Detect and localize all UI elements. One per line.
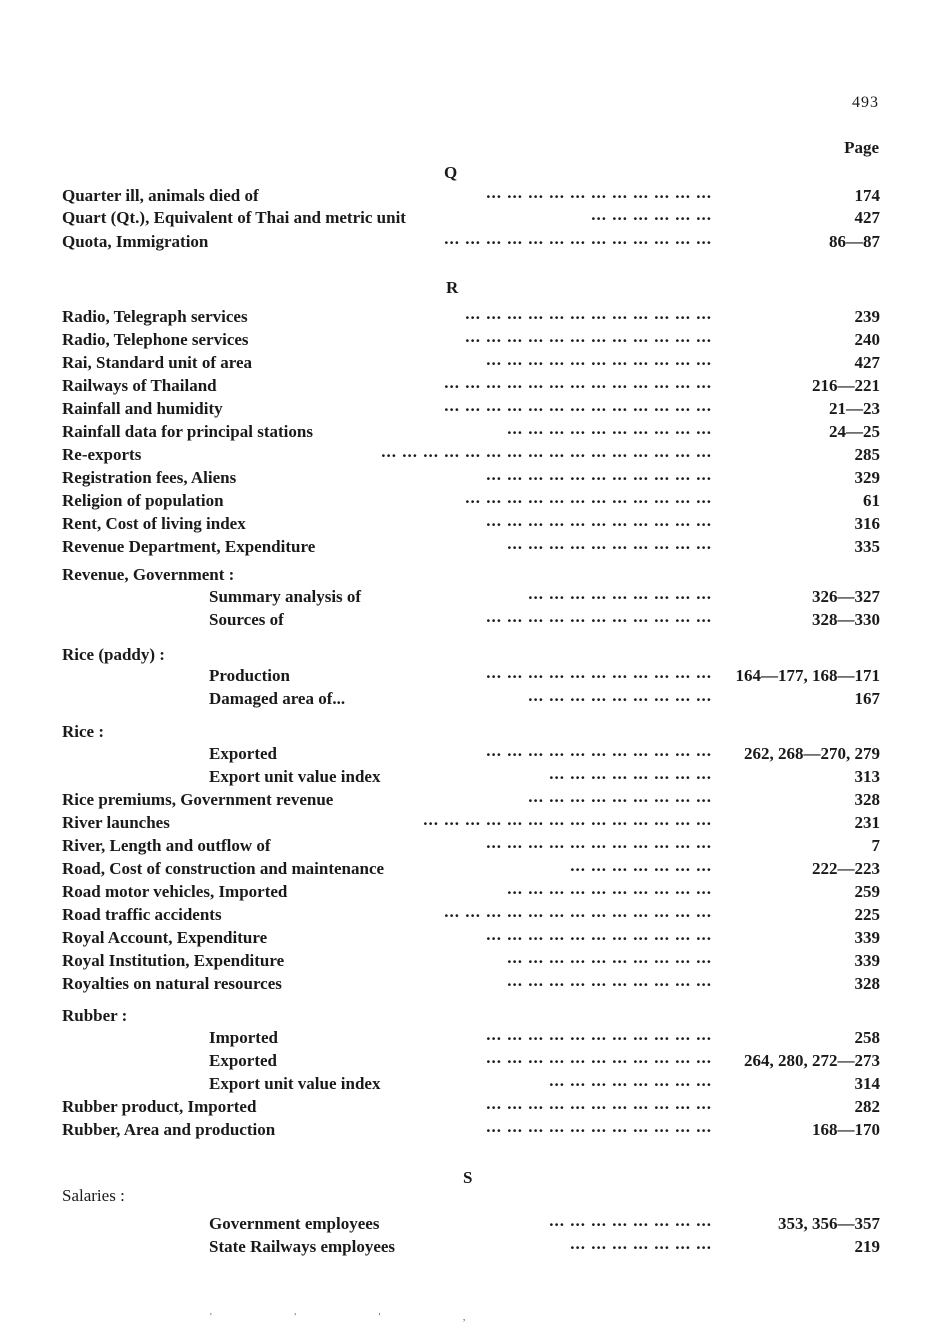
index-entry	[62, 373, 880, 398]
index-entry-pages: 326—327	[812, 587, 880, 606]
dot-leader: ... ... ... ... ... ... ... ... ...	[528, 686, 712, 705]
index-entry-label: State Railways employees	[209, 1237, 396, 1256]
index-entry	[62, 663, 880, 688]
index-entry	[62, 607, 880, 632]
dot-leader: ... ... ... ... ... ... ... ... ... ... ...	[486, 607, 712, 626]
index-entry	[62, 787, 880, 812]
section-letter-q: Q	[444, 163, 458, 182]
index-entry-pages: 427	[854, 353, 880, 372]
index-entry-pages: 174	[854, 186, 880, 205]
index-entry-pages: 262, 268—270, 279	[744, 744, 880, 763]
dot-leader: ... ... ... ... ... ... ... ... ... ... ... ... ...	[444, 373, 712, 392]
index-entry-label: Export unit value index	[209, 767, 381, 786]
dot-leader: ... ... ... ... ... ... ... ...	[549, 1211, 712, 1230]
index-entry	[62, 902, 880, 927]
index-entry-label: Exported	[209, 744, 277, 763]
index-entry-pages: 427	[854, 208, 880, 227]
index-entry-label: Road, Cost of construction and maintenance	[62, 859, 385, 878]
dot-leader: ... ... ... ... ... ... ...	[570, 856, 712, 875]
page-column-heading: Page	[844, 138, 879, 157]
index-entry-label: Rent, Cost of living index	[62, 514, 246, 533]
dot-leader: ... ... ... ... ... ... ... ... ... ... ... ...	[465, 304, 712, 323]
index-entry-pages: 7	[871, 836, 880, 855]
index-entry	[62, 1117, 880, 1142]
dot-leader: ... ... ... ... ... ... ... ...	[549, 1071, 712, 1090]
index-entry	[62, 183, 880, 208]
index-entry-pages: 316	[854, 514, 880, 533]
index-entry-pages: 239	[854, 307, 880, 326]
index-entry-pages: 222—223	[812, 859, 880, 878]
index-group-heading: Revenue, Government :	[62, 565, 235, 584]
scan-specks: ' ' ' ,	[210, 1312, 506, 1323]
index-entry	[62, 465, 880, 490]
index-entry	[62, 1025, 880, 1050]
index-entry	[62, 205, 880, 230]
dot-leader: ... ... ... ... ... ... ... ... ... ... ...	[486, 1094, 712, 1113]
index-entry-label: Royal Institution, Expenditure	[62, 951, 285, 970]
index-entry	[62, 686, 880, 711]
index-entry	[62, 304, 880, 329]
dot-leader: ... ... ... ... ... ... ... ... ...	[528, 584, 712, 603]
index-entry-label: Summary analysis of	[209, 587, 362, 606]
index-entry-label: Railways of Thailand	[62, 376, 217, 395]
index-entry-label: Radio, Telegraph services	[62, 307, 248, 326]
index-entry-label: River, Length and outflow of	[62, 836, 271, 855]
dot-leader: ... ... ... ... ... ... ... ...	[549, 764, 712, 783]
index-entry-pages: 216—221	[812, 376, 880, 395]
index-entry-label: Export unit value index	[209, 1074, 381, 1093]
dot-leader: ... ... ... ... ... ... ... ... ... ...	[507, 534, 712, 553]
page-number: 493	[852, 94, 879, 111]
index-entry-label: Rice premiums, Government revenue	[62, 790, 334, 809]
index-entry	[62, 1071, 880, 1096]
index-entry	[62, 741, 880, 766]
dot-leader: ... ... ... ... ... ... ... ... ... ... ...	[486, 1048, 712, 1067]
index-entry-label: Royal Account, Expenditure	[62, 928, 268, 947]
index-entry-label: Rai, Standard unit of area	[62, 353, 253, 372]
dot-leader: ... ... ... ... ... ... ... ... ... ...	[507, 948, 712, 967]
index-group-heading: Rice (paddy) :	[62, 645, 165, 664]
dot-leader: ... ... ... ... ... ... ... ... ... ... ...	[486, 1117, 712, 1136]
index-entry	[62, 327, 880, 352]
index-entry-pages: 339	[854, 928, 880, 947]
dot-leader: ... ... ... ... ... ... ... ... ... ... ...	[486, 833, 712, 852]
dot-leader: ... ... ... ... ... ... ... ... ... ...	[507, 419, 712, 438]
index-entry	[62, 1094, 880, 1119]
index-entry-pages: 86—87	[829, 232, 880, 251]
index-entry	[62, 810, 880, 835]
dot-leader: ... ... ... ... ... ... ... ... ... ... ... ...	[465, 488, 712, 507]
index-entry-pages: 329	[854, 468, 880, 487]
dot-leader: ... ... ... ... ... ... ... ... ... ... ...	[486, 1025, 712, 1044]
index-entry	[62, 396, 880, 421]
index-entry	[62, 1211, 880, 1236]
dot-leader: ... ... ... ... ... ... ... ... ... ...	[507, 879, 712, 898]
index-entry-pages: 167	[854, 689, 880, 708]
index-entry-pages: 313	[854, 767, 880, 786]
index-entry	[62, 879, 880, 904]
index-entry-pages: 168—170	[812, 1120, 880, 1139]
dot-leader: ... ... ... ... ... ... ... ... ... ... ...	[486, 925, 712, 944]
dot-leader: ... ... ... ... ... ... ... ... ... ... ...	[486, 350, 712, 369]
index-entry-label: Rainfall and humidity	[62, 399, 223, 418]
index-entry-pages: 339	[854, 951, 880, 970]
dot-leader: ... ... ... ... ... ... ... ... ... ... ...	[486, 511, 712, 530]
index-entry	[62, 856, 880, 881]
index-group-heading: Rubber :	[62, 1006, 128, 1025]
index-entry-label: Quota, Immigration	[62, 232, 209, 251]
index-entry-pages: 240	[854, 330, 880, 349]
index-entry-pages: 314	[854, 1074, 880, 1093]
index-entry-label: Registration fees, Aliens	[62, 468, 237, 487]
index-entry-pages: 285	[854, 445, 880, 464]
index-entry	[62, 442, 880, 467]
section-letter-s: S	[463, 1168, 473, 1187]
index-entry-pages: 335	[854, 537, 880, 556]
index-entry-label: Re-exports	[62, 445, 142, 464]
dot-leader: ... ... ... ... ... ...	[591, 205, 712, 224]
index-entry-label: Sources of	[209, 610, 284, 629]
dot-leader: ... ... ... ... ... ... ... ... ... ... ...	[486, 465, 712, 484]
index-entry-pages: 231	[854, 813, 880, 832]
index-entry	[62, 925, 880, 950]
index-entry	[62, 511, 880, 536]
index-entry	[62, 229, 880, 254]
dot-leader: ... ... ... ... ... ... ... ... ... ... ...	[486, 663, 712, 682]
index-entry-pages: 164—177, 168—171	[735, 666, 880, 685]
index-entry-label: Imported	[209, 1028, 278, 1047]
index-entry-label: Road motor vehicles, Imported	[62, 882, 288, 901]
index-entry-pages: 259	[854, 882, 880, 901]
index-entry-pages: 264, 280, 272—273	[744, 1051, 880, 1070]
index-entry	[62, 1234, 880, 1259]
index-entry-pages: 328	[854, 974, 880, 993]
index-entry-label: Royalties on natural resources	[62, 974, 282, 993]
index-entry-label: Quarter ill, animals died of	[62, 186, 259, 205]
dot-leader: ... ... ... ... ... ... ... ... ... ... ...	[486, 183, 712, 202]
index-entry	[62, 833, 880, 858]
index-entry	[62, 584, 880, 609]
index-entry-pages: 225	[854, 905, 880, 924]
dot-leader: ... ... ... ... ... ... ...	[570, 1234, 712, 1253]
index-entry-label: Production	[209, 666, 290, 685]
index-group-heading: Rice :	[62, 722, 105, 741]
index-entry-pages: 219	[854, 1237, 880, 1256]
index-entry-label: Quart (Qt.), Equivalent of Thai and metric unit	[62, 208, 406, 227]
dot-leader: ... ... ... ... ... ... ... ... ... ... ... ... ...	[444, 396, 712, 415]
index-entry-pages: 353, 356—357	[778, 1214, 880, 1233]
index-entry-pages: 328—330	[812, 610, 880, 629]
section-letter-r: R	[446, 278, 459, 297]
dot-leader: ... ... ... ... ... ... ... ... ... ... ... ... ...	[444, 229, 712, 248]
index-entry-pages: 258	[854, 1028, 880, 1047]
index-entry-label: Government employees	[209, 1214, 380, 1233]
dot-leader: ... ... ... ... ... ... ... ... ... ... ... ... ...	[444, 902, 712, 921]
index-group-heading: Salaries :	[62, 1186, 125, 1205]
dot-leader: ... ... ... ... ... ... ... ... ... ...	[507, 971, 712, 990]
index-entry-pages: 21—23	[829, 399, 880, 418]
index-entry	[62, 419, 880, 444]
index-entry	[62, 948, 880, 973]
dot-leader: ... ... ... ... ... ... ... ... ...	[528, 787, 712, 806]
index-entry	[62, 764, 880, 789]
index-entry-label: Rubber, Area and production	[62, 1120, 276, 1139]
index-entry-label: Radio, Telephone services	[62, 330, 249, 349]
index-entry-label: Religion of population	[62, 491, 224, 510]
index-entry	[62, 488, 880, 513]
dot-leader: ... ... ... ... ... ... ... ... ... ... ...	[486, 741, 712, 760]
index-entry	[62, 971, 880, 996]
index-entry-label: River launches	[62, 813, 170, 832]
index-entry-label: Rubber product, Imported	[62, 1097, 257, 1116]
index-entry-pages: 282	[854, 1097, 880, 1116]
index-entry	[62, 1048, 880, 1073]
index-entry-label: Rainfall data for principal stations	[62, 422, 313, 441]
index-entry	[62, 350, 880, 375]
index-entry-pages: 61	[863, 491, 880, 510]
dot-leader: ... ... ... ... ... ... ... ... ... ... ... ...	[465, 327, 712, 346]
index-entry	[62, 534, 880, 559]
index-entry-label: Damaged area of...	[209, 689, 346, 708]
index-entry-pages: 328	[854, 790, 880, 809]
dot-leader: ... ... ... ... ... ... ... ... ... ... ... ... ... ...	[423, 810, 712, 829]
index-entry-pages: 24—25	[829, 422, 880, 441]
index-entry-label: Revenue Department, Expenditure	[62, 537, 316, 556]
index-entry-label: Exported	[209, 1051, 277, 1070]
dot-leader: ... ... ... ... ... ... ... ... ... ... ... ... ... ... ... ...	[381, 442, 712, 461]
index-entry-label: Road traffic accidents	[62, 905, 222, 924]
